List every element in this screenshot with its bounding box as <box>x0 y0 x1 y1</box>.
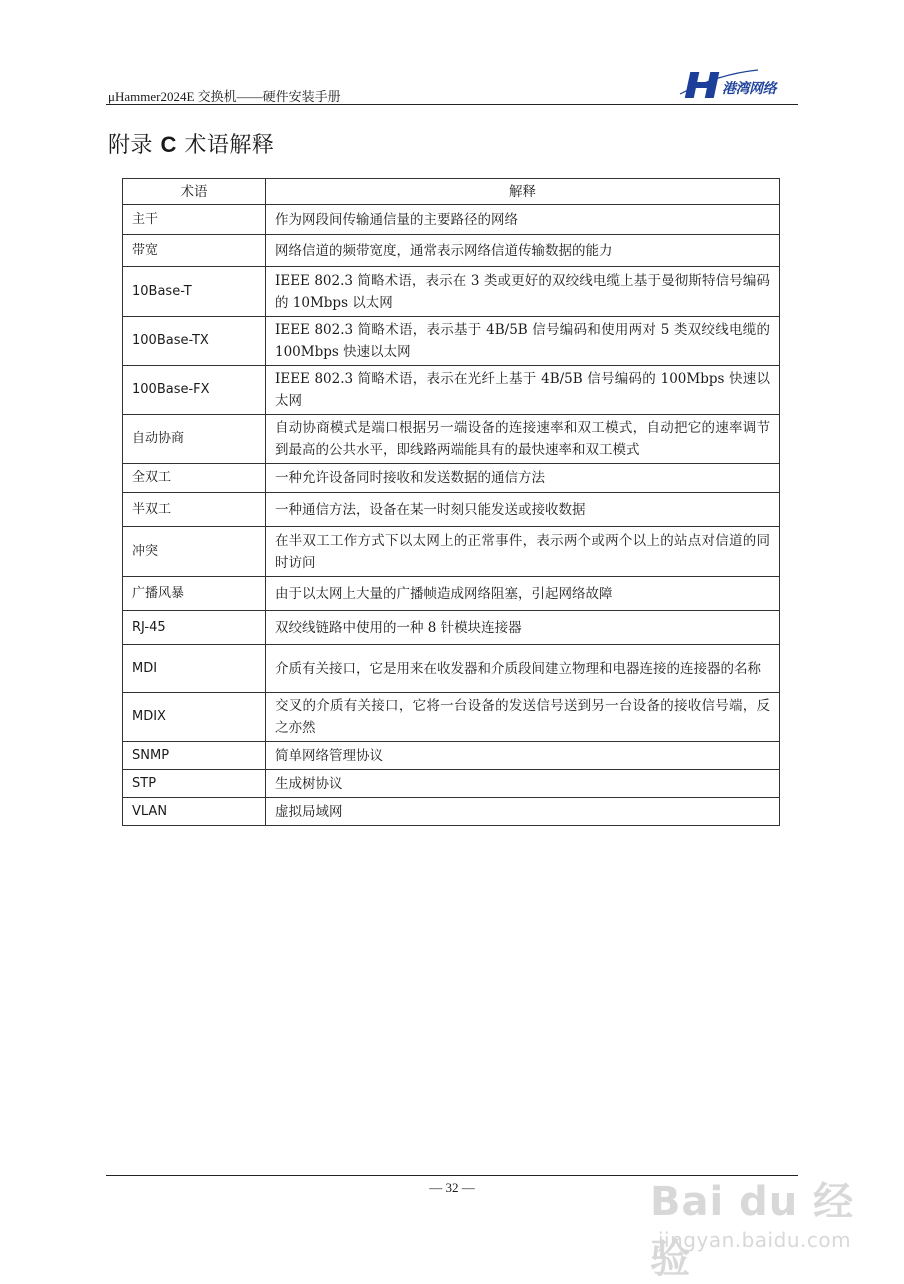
definition-cell: 介质有关接口，它是用来在收发器和介质段间建立物理和电器连接的连接器的名称 <box>266 645 780 693</box>
term-cell: 主干 <box>123 205 266 235</box>
term-cell: 带宽 <box>123 235 266 267</box>
table-row <box>123 235 780 267</box>
term-cell: SNMP <box>123 742 266 770</box>
definition-cell: 在半双工工作方式下以太网上的正常事件，表示两个或两个以上的站点对信道的同时访问 <box>266 527 780 577</box>
definition-cell: 虚拟局域网 <box>266 798 780 826</box>
column-header-term: 术语 <box>123 179 266 205</box>
table-row <box>123 493 780 527</box>
term-cell: RJ-45 <box>123 611 266 645</box>
table-row <box>123 611 780 645</box>
table-header-row <box>123 179 780 205</box>
definition-cell: IEEE 802.3 简略术语，表示基于 4B/5B 信号编码和使用两对 5 类双绞线电缆的 100Mbps 快速以太网 <box>266 317 780 366</box>
table-row <box>123 645 780 693</box>
term-cell: 10Base-T <box>123 267 266 317</box>
term-cell: 100Base-FX <box>123 366 266 415</box>
table-row <box>123 770 780 798</box>
definition-cell: 一种允许设备同时接收和发送数据的通信方法 <box>266 464 780 493</box>
definition-cell: IEEE 802.3 简略术语，表示在 3 类或更好的双绞线电缆上基于曼彻斯特信号编码的 10Mbps 以太网 <box>266 267 780 317</box>
table-row <box>123 366 780 415</box>
definition-cell: 由于以太网上大量的广播帧造成网络阻塞，引起网络故障 <box>266 577 780 611</box>
page-title-prefix: 附录 <box>108 133 154 158</box>
watermark-brand: Bai du 经验 <box>650 1179 855 1282</box>
table-row <box>123 577 780 611</box>
table-row <box>123 798 780 826</box>
definition-cell: 生成树协议 <box>266 770 780 798</box>
watermark-url: jingyan.baidu.com <box>658 1228 852 1252</box>
logo-text: 港湾网络 <box>722 81 776 97</box>
definition-cell: 一种通信方法，设备在某一时刻只能发送或接收数据 <box>266 493 780 527</box>
definition-cell: 简单网络管理协议 <box>266 742 780 770</box>
table-row <box>123 267 780 317</box>
term-cell: STP <box>123 770 266 798</box>
definition-cell: 网络信道的频带宽度，通常表示网络信道传输数据的能力 <box>266 235 780 267</box>
term-cell: 自动协商 <box>123 415 266 464</box>
definition-cell: 双绞线链路中使用的一种 8 针模块连接器 <box>266 611 780 645</box>
glossary-table <box>122 178 780 826</box>
definition-cell: 自动协商模式是端口根据另一端设备的连接速率和双工模式，自动把它的速率调节到最高的公共水平，即线路两端能具有的最快速率和双工模式 <box>266 415 780 464</box>
table-row <box>123 464 780 493</box>
table-row <box>123 742 780 770</box>
header-divider <box>106 104 798 105</box>
definition-cell: 交叉的介质有关接口，它将一台设备的发送信号送到另一台设备的接收信号端，反之亦然 <box>266 693 780 742</box>
page-title-text: 术语解释 <box>184 133 275 158</box>
term-cell: MDIX <box>123 693 266 742</box>
term-cell: 100Base-TX <box>123 317 266 366</box>
table-row <box>123 317 780 366</box>
term-cell: MDI <box>123 645 266 693</box>
term-cell: VLAN <box>123 798 266 826</box>
document-header-title: μHammer2024E 交换机——硬件安装手册 <box>108 89 341 104</box>
column-header-definition: 解释 <box>266 179 780 205</box>
table-row <box>123 415 780 464</box>
term-cell: 广播风暴 <box>123 577 266 611</box>
definition-cell: IEEE 802.3 简略术语，表示在光纤上基于 4B/5B 信号编码的 100Mbps 快速以太网 <box>266 366 780 415</box>
page-number: — 32 — <box>429 1180 475 1195</box>
page-title <box>108 128 274 159</box>
definition-cell: 作为网段间传输通信量的主要路径的网络 <box>266 205 780 235</box>
table-row <box>123 527 780 577</box>
baidu-watermark <box>640 1150 880 1282</box>
term-cell: 半双工 <box>123 493 266 527</box>
term-cell: 全双工 <box>123 464 266 493</box>
page-title-letter: C <box>160 132 177 157</box>
term-cell: 冲突 <box>123 527 266 577</box>
table-row <box>123 693 780 742</box>
table-row <box>123 205 780 235</box>
